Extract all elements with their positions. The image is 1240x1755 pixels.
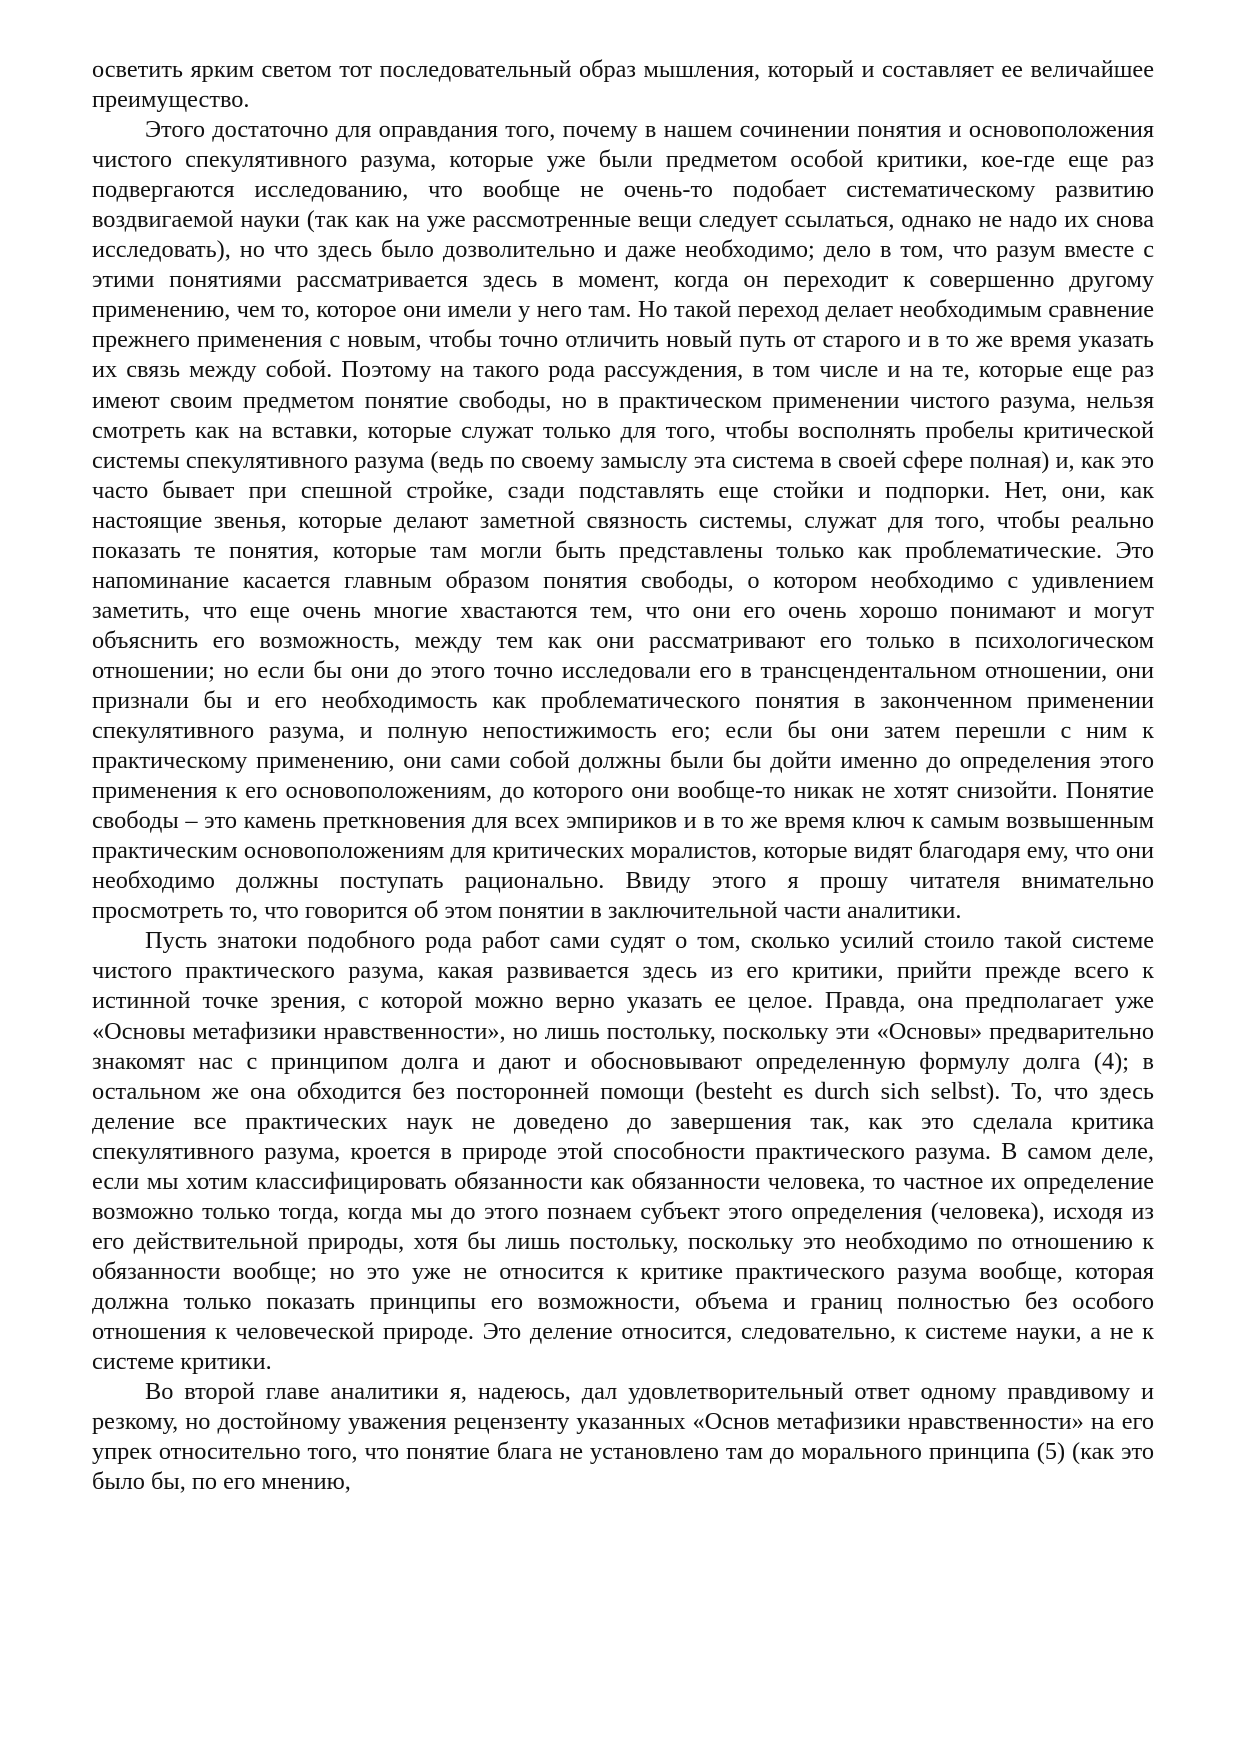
paragraph-2: Этого достаточно для оправдания того, почему в нашем сочинении понятия и основоположения чистого спекулятивного разума, которые уже были предметом особой критики, кое-где еще раз подвергаются исследованию, что вообще не очень-то подобает систематическому развитию воздвигаемой науки (так как на уже рассмотренные вещи следует ссылаться, однако не надо их снова исследовать), но что здесь было дозволительно и даже необходимо; дело в том, что разум вместе с этими понятиями рассматривается здесь в момент, когда он переходит к совершенно другому применению, чем то, которое они имели у него там. Но такой переход делает необходимым сравнение прежнего применения с новым, чтобы точно отличить новый путь от старого и в то же время указать их связь между собой. Поэтому на такого рода рассуждения, в том числе и на те, которые еще раз имеют своим предметом понятие свободы, но в практическом применении чистого разума, нельзя смотреть как на вставки, которые служат только для того, чтобы восполнять пробелы критической системы спекулятивного разума (ведь по своему замыслу эта система в своей сфере полная) и, как это часто бывает при спешной стройке, сзади подставлять еще стойки и подпорки. Нет, они, как настоящие звенья, которые делают заметной связность системы, служат для того, чтобы реально показать те понятия, которые там могли быть представлены только как проблематические. Это напоминание касается главным образом понятия свободы, о котором необходимо с удивлением заметить, что еще очень многие хвастаются тем, что они его очень хорошо понимают и могут объяснить его возможность, между тем как они рассматривают его только в психологическом отношении; но если бы они до этого точно исследовали его в трансцендентальном отношении, они признали бы и его необходимость как проблематического понятия в законченном применении спекулятивного разума, и полную непостижимость его; если бы они затем перешли с ним к практическому применению, они сами собой должны были бы дойти именно до определения этого применения к его основоположениям, до которого они вообще-то никак не хотят снизойти. Понятие свободы – это камень преткновения для всех эмпириков и в то же время ключ к самым возвышенным практическим основоположениям для критических моралистов, которые видят благодаря ему, что они необходимо должны поступать рационально. Ввиду этого я прошу читателя внимательно просмотреть то, что говорится об этом понятии в заключительной части аналитики. [92,116,1154,925]
paragraph-4: Во второй главе аналитики я, надеюсь, дал удовлетворительный ответ одному правдивому и резкому, но достойному уважения рецензенту указанных «Основ метафизики нравственности» на его упрек относительно того, что понятие блага не установлено там до морального принципа (5) (как это было бы, по его мнению, [92,1378,1154,1496]
paragraph-1: осветить ярким светом тот последовательный образ мышления, который и составляет ее величайшее преимущество. [92,56,1154,114]
paragraph-3: Пусть знатоки подобного рода работ сами судят о том, сколько усилий стоило такой системе чистого практического разума, какая развивается здесь из его критики, прийти прежде всего к истинной точке зрения, с которой можно верно указать ее целое. Правда, она предполагает уже «Основы метафизики нравственности», но лишь постольку, поскольку эти «Основы» предварительно знакомят нас с принципом долга и дают и обосновывают определенную формулу долга (4); в остальном же она обходится без посторонней помощи (besteht es durch sich selbst). То, что здесь деление все практических наук не доведено до завершения так, как это сделала критика спекулятивного разума, кроется в природе этой способности практического разума. В самом деле, если мы хотим классифицировать обязанности как обязанности человека, то частное их определение возможно только тогда, когда мы до этого познаем субъект этого определения (человека), исходя из его действительной природы, хотя бы лишь постольку, поскольку это необходимо по отношению к обязанности вообще; но это уже не относится к критике практического разума вообще, которая должна только показать принципы его возможности, объема и границ полностью без особого отношения к человеческой природе. Это деление относится, следовательно, к системе науки, а не к системе критики. [92,927,1154,1376]
document-page [92,55,1154,1497]
